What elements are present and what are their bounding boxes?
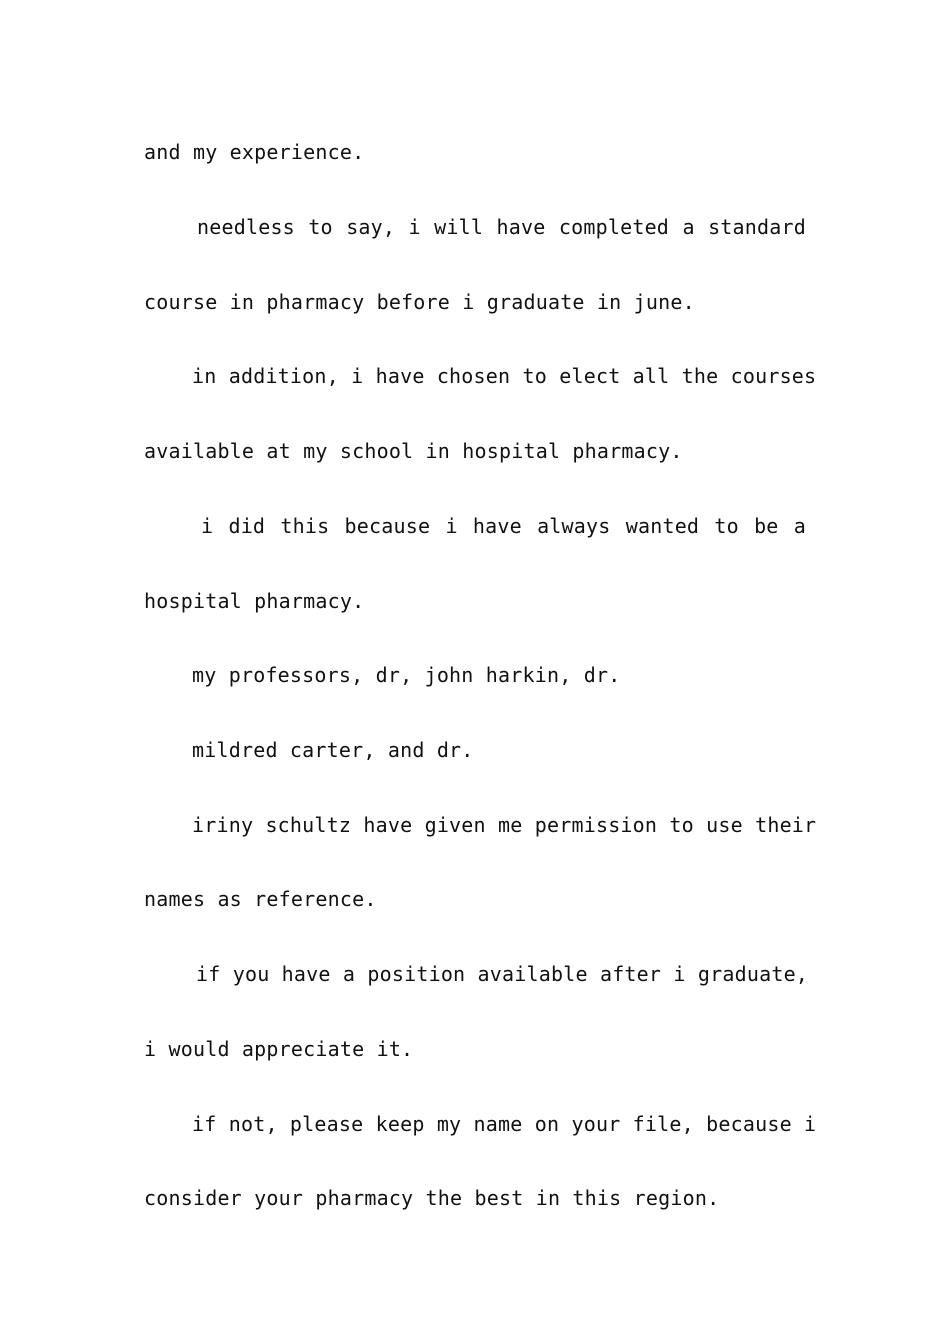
text-line: course in pharmacy before i graduate in june. xyxy=(144,290,695,314)
text-line: available at my school in hospital pharmacy. xyxy=(144,439,683,463)
paragraph-first-line: i did this because i have always wanted to be a xyxy=(201,514,806,538)
paragraph-first-line: needless to say, i will have completed a standard xyxy=(197,215,806,239)
paragraph-first-line: mildred carter, and dr. xyxy=(192,738,474,762)
paragraph-first-line: if not, please keep my name on your file, because i xyxy=(192,1112,817,1136)
text-line: hospital pharmacy. xyxy=(144,589,365,613)
text-line: names as reference. xyxy=(144,887,377,911)
text-line: and my experience. xyxy=(144,140,365,164)
text-line: i would appreciate it. xyxy=(144,1037,414,1061)
paragraph-first-line: my professors, dr, john harkin, dr. xyxy=(192,663,621,687)
text-line: consider your pharmacy the best in this region. xyxy=(144,1186,720,1210)
paragraph-first-line: iriny schultz have given me permission to use their xyxy=(192,813,817,837)
paragraph-first-line: if you have a position available after i graduate, xyxy=(196,962,809,986)
paragraph-first-line: in addition, i have chosen to elect all the courses xyxy=(192,364,817,388)
